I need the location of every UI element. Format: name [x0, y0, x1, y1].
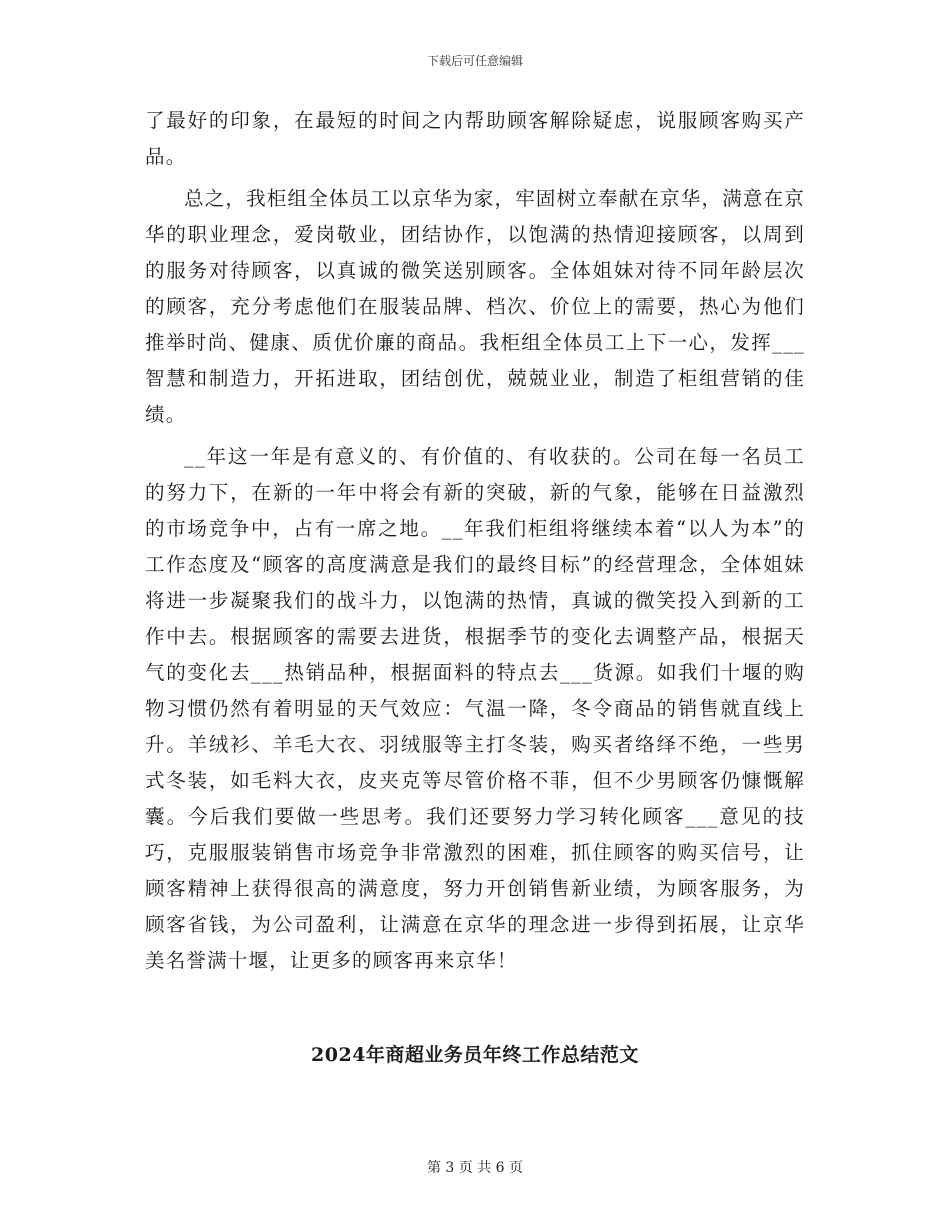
body-text	[145, 103, 805, 985]
paragraph: __年这一年是有意义的、有价值的、有收获的。公司在每一名员工的努力下，在新的一年中将会有新的突破，新的气象，能够在日益激烈的市场竞争中，占有一席之地。__年我们柜组将继续本着“以人为本”的工作态度及“顾客的高度满意是我们的最终目标”的经营理念，全体姐妹将进一步凝聚我们的战斗力，以饱满的热情，真诚的微笑投入到新的工作中去。根据顾客的需要去进货，根据季节的变化去调整产品，根据天气的变化去___热销品种，根据面料的特点去___货源。如我们十堰的购物习惯仍然有着明显的天气效应：气温一降，冬令商品的销售就直线上升。羊绒衫、羊毛大衣、羽绒服等主打冬装，购买者络绎不绝，一些男式冬装，如毛料大衣，皮夹克等尽管价格不菲，但不少男顾客仍慷慨解囊。今后我们要做一些思考。我们还要努力学习转化顾客___意见的技巧，克服服装销售市场竞争非常激烈的困难，抓住顾客的购买信号，让顾客精神上获得很高的满意度，努力开创销售新业绩，为顾客服务，为顾客省钱，为公司盈利，让满意在京华的理念进一步得到拓展，让京华美名誉满十堰，让更多的顾客再来京华！	[145, 445, 805, 972]
header-note: 下载后可任意编辑	[426, 54, 523, 68]
paragraph: 总之，我柜组全体员工以京华为家，牢固树立奉献在京华，满意在京华的职业理念，爱岗敬业，团结协作，以饱满的热情迎接顾客，以周到的服务对待顾客，以真诚的微笑送别顾客。全体姐妹对待不同年龄层次的顾客，充分考虑他们在服装品牌、档次、价位上的需要，热心为他们推举时尚、健康、质优价廉的商品。我柜组全体员工上下一心，发挥___智慧和制造力，开拓进取，团结创优，兢兢业业，制造了柜组营销的佳绩。	[145, 187, 806, 426]
paragraph: 了最好的印象，在最短的时间之内帮助顾客解除疑虑，说服顾客购买产品。	[145, 109, 805, 168]
section-title: 2024年商超业务员年终工作总结范文	[311, 1044, 639, 1066]
page-number: 第 3 页 共 6 页	[426, 1160, 524, 1176]
